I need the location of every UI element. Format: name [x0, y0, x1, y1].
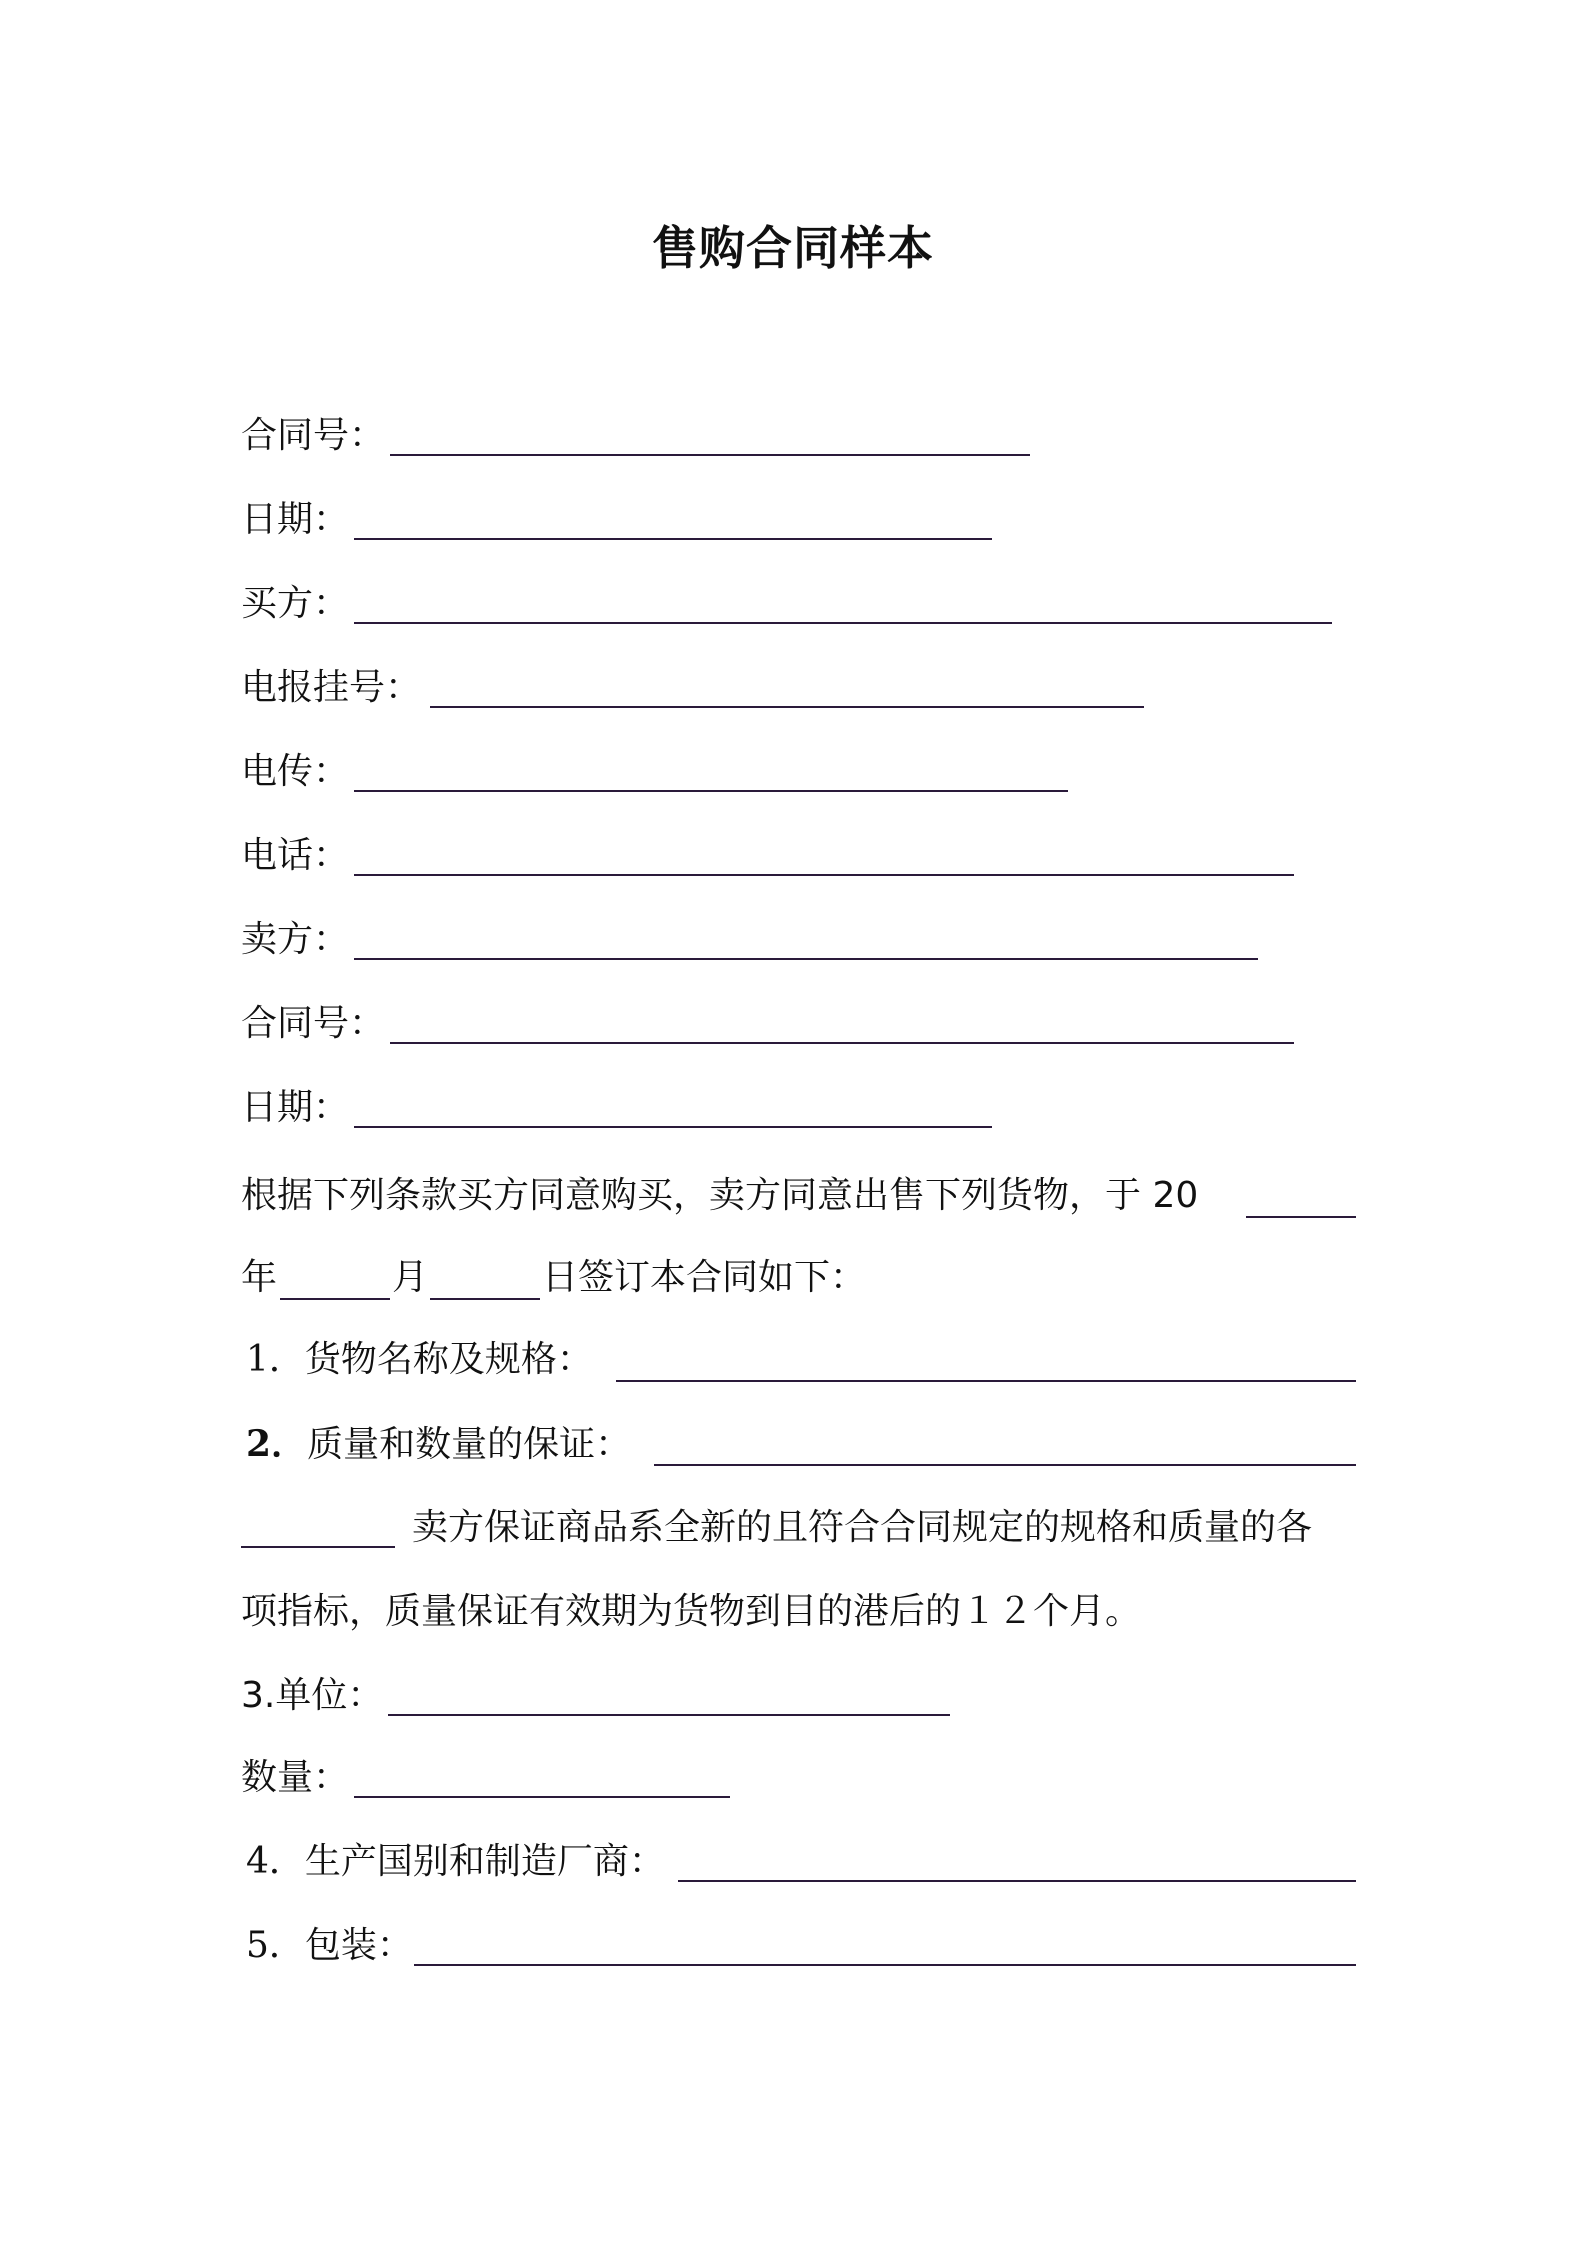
month-label-wrap: [392, 1250, 428, 1306]
date-blank[interactable]: [354, 538, 992, 540]
clause-1-label: 货物名称及规格：: [304, 1339, 593, 1380]
field-telex: [241, 744, 349, 800]
clause-3-label: 3.单位：: [241, 1675, 384, 1716]
clause-4-label: 生产国别和制造厂商：: [304, 1841, 665, 1882]
field-contract-no: [241, 408, 385, 464]
clause-5: [246, 1918, 413, 1974]
field-label: 合同号：: [241, 1003, 386, 1044]
field-cable-address: [241, 660, 421, 716]
packing-blank[interactable]: [414, 1964, 1356, 1966]
field-label: 日期：: [241, 499, 350, 540]
field-date: [241, 492, 349, 548]
unit-blank[interactable]: [388, 1714, 950, 1716]
day-label-wrap: [542, 1250, 866, 1306]
contract-no-2-blank[interactable]: [390, 1042, 1294, 1044]
field-label: 电报挂号：: [241, 667, 422, 708]
day-rest-text: 日签订本合同如下：: [542, 1257, 867, 1298]
quantity-blank[interactable]: [354, 1796, 730, 1798]
clause-1: [246, 1332, 593, 1388]
clause-2-text-2: [241, 1584, 1141, 1640]
clause-2-text-1-content: 卖方保证商品系全新的且符合合同规定的规格和质量的各: [412, 1507, 1313, 1548]
field-seller: [241, 912, 349, 968]
clause-4-number: 4．: [246, 1841, 305, 1882]
intro-text: 根据下列条款买方同意购买，卖方同意出售下列货物，于 20: [241, 1175, 1199, 1216]
clause-2-text-2-content: 项指标，质量保证有效期为货物到目的港后的１２个月。: [241, 1591, 1142, 1632]
clause-4: [246, 1834, 665, 1890]
intro-line-1: [241, 1168, 1198, 1224]
field-label: 合同号：: [241, 415, 386, 456]
year-suffix-blank[interactable]: [280, 1298, 390, 1300]
clause-1-number: 1．: [246, 1339, 305, 1380]
year-label: 年: [241, 1257, 278, 1298]
month-blank[interactable]: [430, 1298, 540, 1300]
clause-2-number: 2．: [246, 1423, 308, 1465]
field-date-2: [241, 1080, 349, 1136]
field-label: 日期：: [241, 1087, 350, 1128]
clause-2-label: 质量和数量的保证：: [307, 1424, 632, 1465]
clause-3-quantity: [241, 1750, 349, 1806]
clause-5-label: 包装：: [304, 1925, 413, 1966]
clause-2: [246, 1416, 631, 1473]
buyer-blank[interactable]: [354, 622, 1332, 624]
clause-3: [241, 1668, 383, 1724]
intro-line-2: [241, 1250, 277, 1306]
month-label: 月: [392, 1257, 429, 1298]
telex-blank[interactable]: [354, 790, 1068, 792]
cable-address-blank[interactable]: [430, 706, 1144, 708]
document-title: 售购合同样本: [652, 221, 934, 275]
field-label: 电传：: [241, 751, 350, 792]
contract-no-blank[interactable]: [390, 454, 1030, 456]
field-phone: [241, 828, 349, 884]
field-buyer: [241, 576, 349, 632]
origin-manufacturer-blank[interactable]: [678, 1880, 1356, 1882]
seller-blank[interactable]: [354, 958, 1258, 960]
goods-spec-blank[interactable]: [616, 1380, 1356, 1382]
clause-5-number: 5．: [246, 1925, 305, 1966]
field-label: 卖方：: [241, 919, 350, 960]
clause-2-text-1: [412, 1500, 1312, 1556]
field-label: 买方：: [241, 583, 350, 624]
date-2-blank[interactable]: [354, 1126, 992, 1128]
quality-indent-blank[interactable]: [241, 1546, 395, 1548]
field-label: 电话：: [241, 835, 350, 876]
quantity-label: 数量：: [241, 1757, 350, 1798]
quality-guarantee-blank[interactable]: [654, 1464, 1356, 1466]
phone-blank[interactable]: [354, 874, 1294, 876]
field-contract-no-2: [241, 996, 385, 1052]
year-blank[interactable]: [1246, 1216, 1356, 1218]
